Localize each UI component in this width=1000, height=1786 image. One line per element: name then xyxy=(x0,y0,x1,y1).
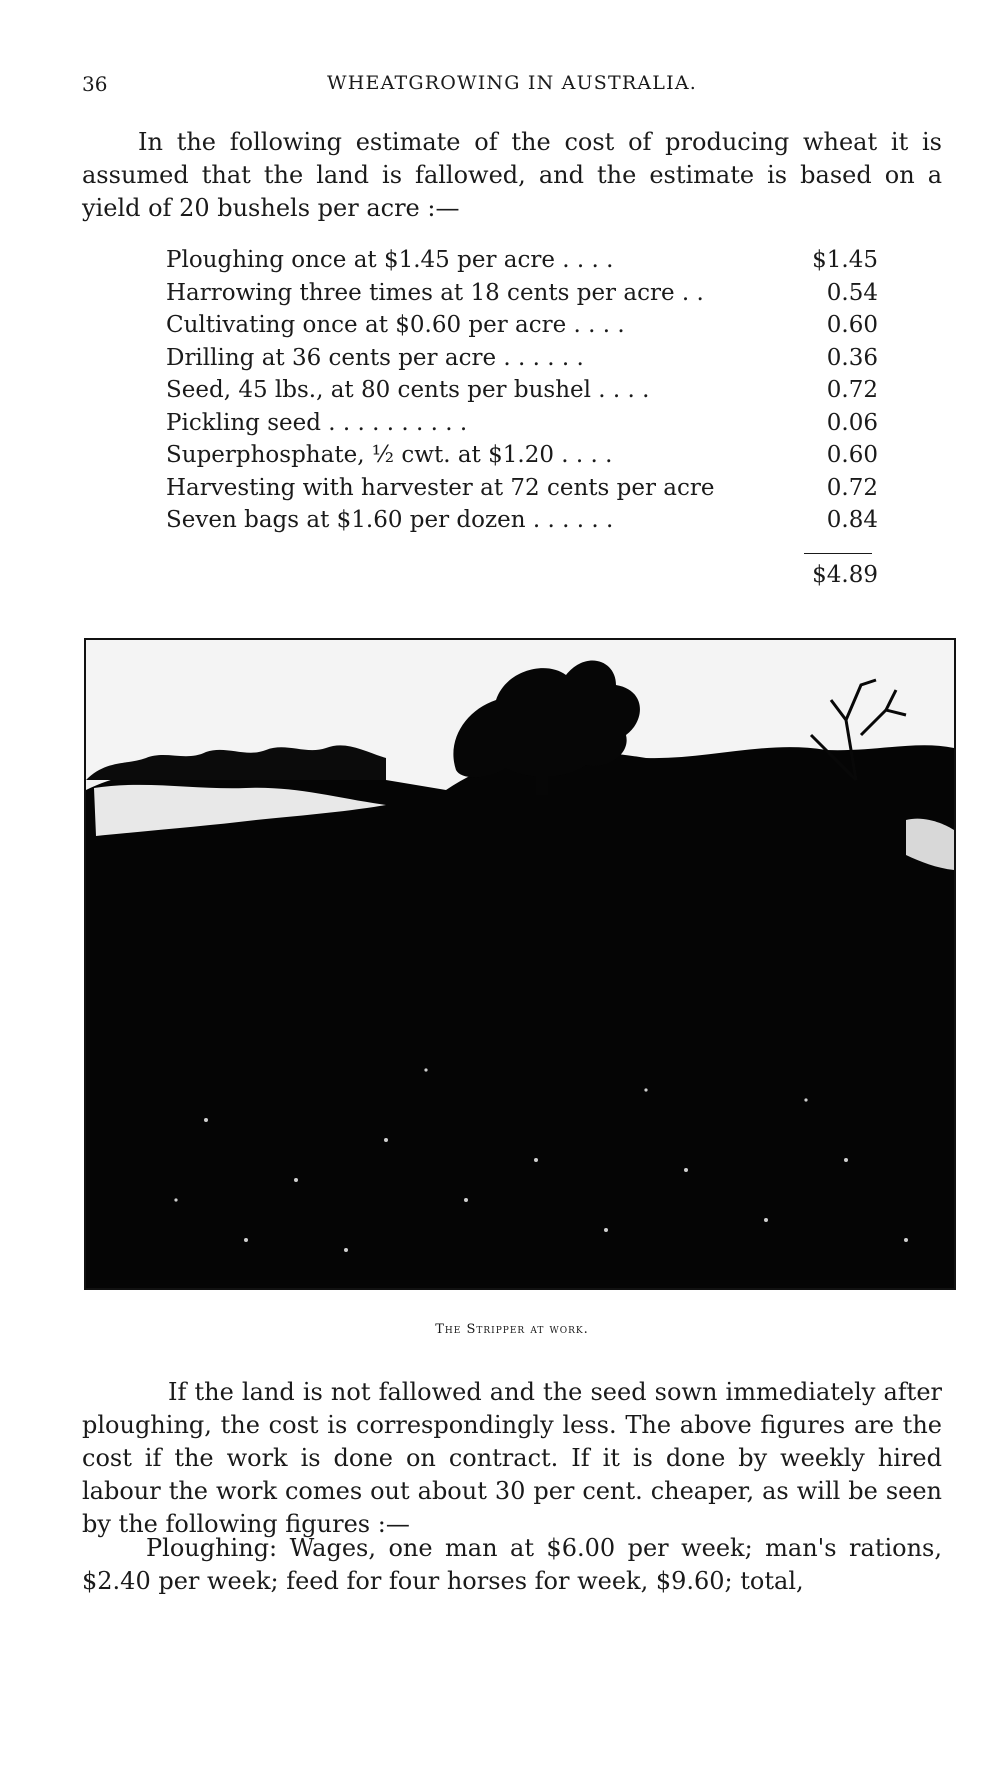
cost-amount: $1.45 xyxy=(812,247,878,273)
cost-row xyxy=(166,407,878,440)
page-header xyxy=(82,72,942,102)
cost-row xyxy=(166,244,878,277)
cost-amount: 0.72 xyxy=(826,474,878,501)
cost-amount: 0.54 xyxy=(826,279,878,306)
cost-amount: 0.60 xyxy=(826,442,878,468)
cost-row xyxy=(166,342,878,375)
intro-paragraph: In the following estimate of the cost of producing wheat it is assumed that the land is fallowed, and the estimate is based on a yield of 20 bushels per acre :— xyxy=(82,128,942,222)
cost-item: Superphosphate, ½ cwt. at $1.20 . . . . xyxy=(166,442,613,468)
total-rule xyxy=(804,553,872,554)
cost-total: $4.89 xyxy=(812,562,878,588)
cost-item: Seed, 45 lbs., at 80 cents per bushel . . . . xyxy=(166,377,650,403)
photo-field xyxy=(86,745,954,1288)
cost-row xyxy=(166,374,878,407)
cost-item: Harrowing three times at 18 cents per acre . . xyxy=(166,279,704,306)
stripper-photo xyxy=(84,638,956,1290)
cost-row xyxy=(166,439,878,472)
cost-item: Pickling seed . . . . . . . . . . xyxy=(166,409,468,436)
photo-caption: The Stripper at work. xyxy=(435,1322,589,1337)
cost-amount: 0.36 xyxy=(826,344,878,371)
cost-item: Ploughing once at $1.45 per acre . . . . xyxy=(166,247,614,273)
cost-item: Cultivating once at $0.60 per acre . . . . xyxy=(166,312,625,338)
photo-tree-trunk xyxy=(536,755,548,795)
cost-item: Drilling at 36 cents per acre . . . . . . xyxy=(166,344,584,371)
body-paragraph: If the land is not fallowed and the seed sown immediately after ploughing, the cost is correspondingly less. The above figures are the cost if the work is done on contract. If it is done by weekly hired labour the work comes out about 30 per cent. cheaper, as will be seen by the following figures :— xyxy=(82,1378,942,1538)
running-head: WHEATGROWING IN AUSTRALIA. xyxy=(327,72,697,94)
cost-amount: 0.06 xyxy=(826,409,878,436)
cost-item: Seven bags at $1.60 per dozen . . . . . . xyxy=(166,507,614,533)
body-paragraph: Ploughing: Wages, one man at $6.00 per week; man's rations, $2.40 per week; feed for four horses for week, $9.60; total, xyxy=(82,1534,942,1595)
cost-amount: 0.84 xyxy=(826,507,878,533)
photo-illustration xyxy=(86,640,954,1288)
cost-table xyxy=(166,244,878,537)
cost-item: Harvesting with harvester at 72 cents per acre xyxy=(166,474,715,501)
cost-amount: 0.72 xyxy=(826,377,878,403)
cost-row xyxy=(166,309,878,342)
cost-row xyxy=(166,472,878,505)
cost-amount: 0.60 xyxy=(826,312,878,338)
cost-row xyxy=(166,504,878,537)
cost-row xyxy=(166,277,878,310)
page-number: 36 xyxy=(82,72,108,96)
